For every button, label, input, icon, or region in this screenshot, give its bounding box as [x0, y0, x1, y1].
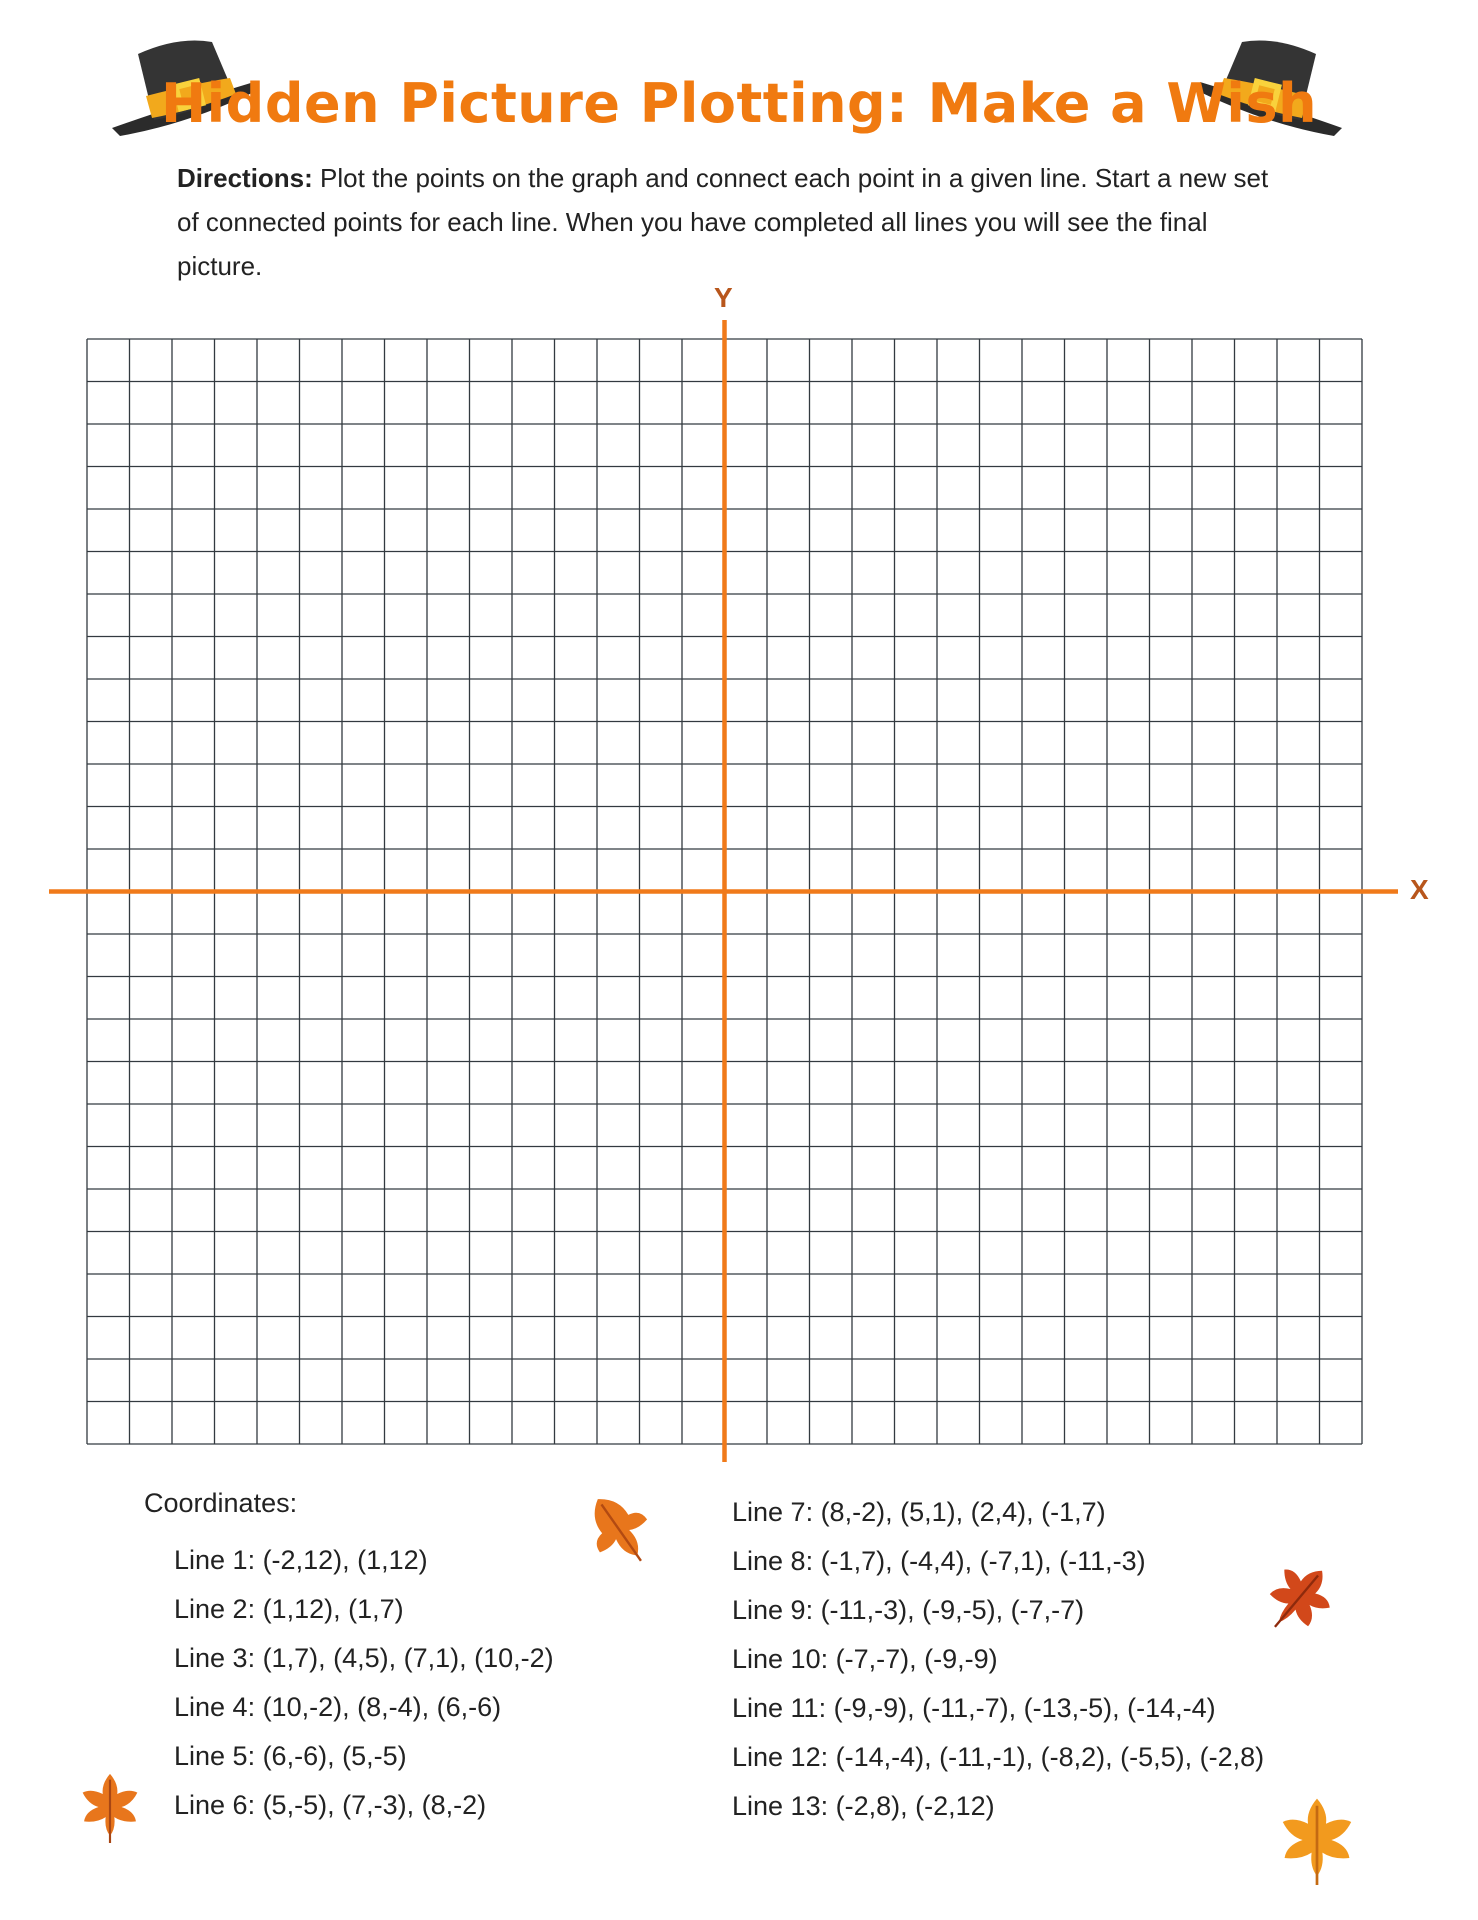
autumn-leaf-icon	[74, 1768, 146, 1846]
coordinates-heading: Coordinates:	[144, 1488, 298, 1518]
directions-label: Directions:	[177, 163, 313, 193]
coordinate-line: Line 8: (-1,7), (-4,4), (-7,1), (-11,-3)	[732, 1546, 1146, 1576]
coordinate-line: Line 5: (6,-6), (5,-5)	[174, 1741, 407, 1771]
y-axis-label: Y	[714, 282, 733, 313]
coordinate-line: Line 4: (10,-2), (8,-4), (6,-6)	[174, 1692, 502, 1722]
coordinate-line: Line 1: (-2,12), (1,12)	[174, 1545, 428, 1575]
x-axis-label: X	[1410, 874, 1429, 905]
coordinate-line: Line 2: (1,12), (1,7)	[174, 1594, 404, 1624]
autumn-leaf-icon	[1260, 1558, 1340, 1636]
coordinate-line: Line 9: (-11,-3), (-9,-5), (-7,-7)	[732, 1595, 1085, 1625]
coordinate-line: Line 10: (-7,-7), (-9,-9)	[732, 1644, 998, 1674]
coordinates-left-list	[174, 1536, 554, 1830]
page-title: Hidden Picture Plotting: Make a Wish	[160, 72, 1318, 135]
coordinate-line: Line 13: (-2,8), (-2,12)	[732, 1791, 995, 1821]
coordinate-line: Line 3: (1,7), (4,5), (7,1), (10,-2)	[174, 1643, 554, 1673]
autumn-leaf-icon	[578, 1488, 658, 1568]
autumn-leaf-icon	[1272, 1794, 1362, 1886]
coordinates-right-list	[732, 1488, 1264, 1831]
coordinate-line: Line 6: (5,-5), (7,-3), (8,-2)	[174, 1790, 487, 1820]
coordinate-line: Line 7: (8,-2), (5,1), (2,4), (-1,7)	[732, 1497, 1106, 1527]
directions-text: Plot the points on the graph and connect each point in a given line. Start a new set of connected points for each line. When you have completed all lines you will see the final picture.	[177, 163, 1269, 281]
coordinate-line: Line 12: (-14,-4), (-11,-1), (-8,2), (-5,5), (-2,8)	[732, 1742, 1265, 1772]
coordinate-line: Line 11: (-9,-9), (-11,-7), (-13,-5), (-14,-4)	[732, 1693, 1216, 1723]
